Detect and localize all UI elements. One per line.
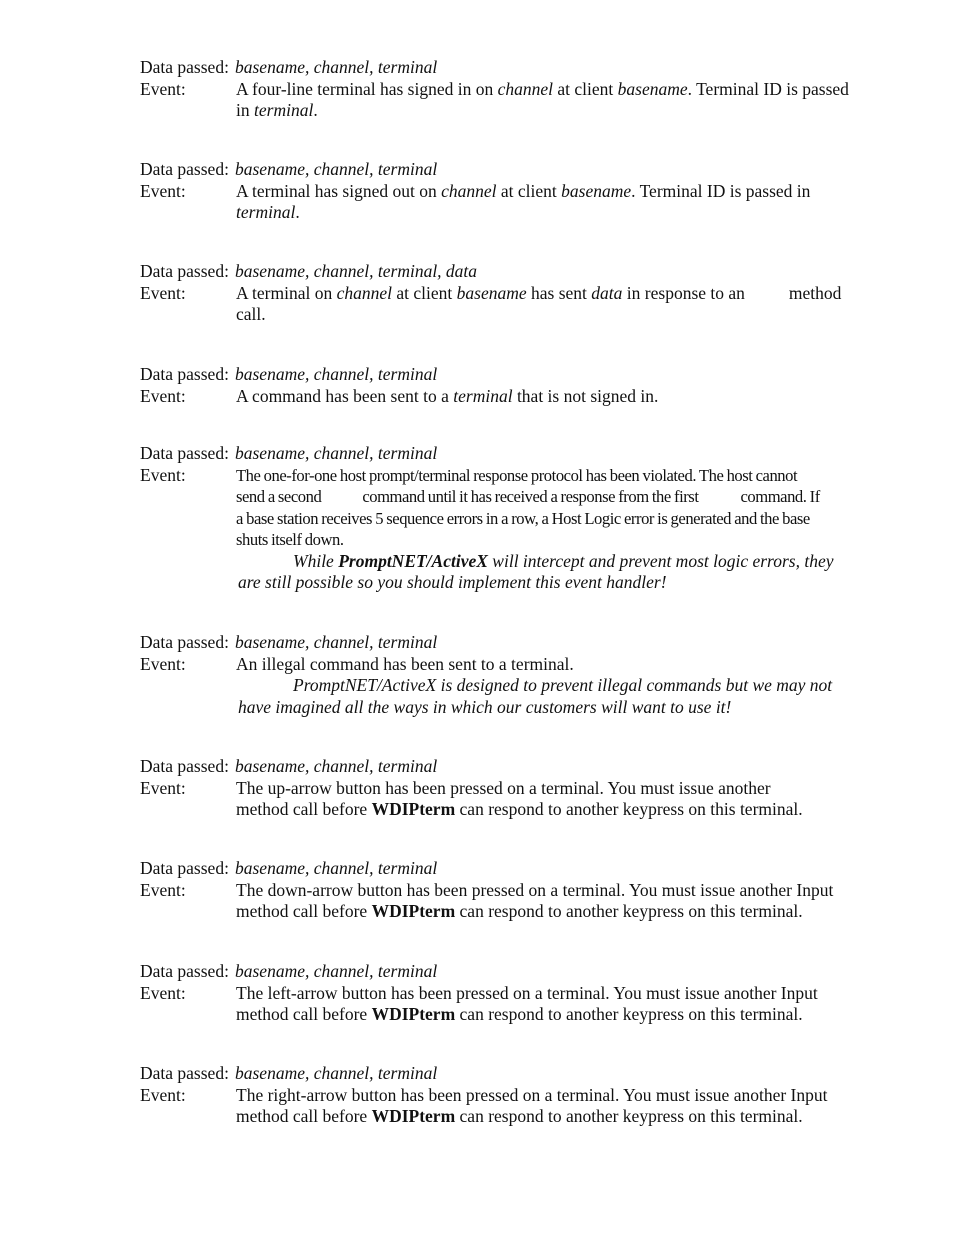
event-description: The left-arrow button has been pressed on a terminal. You must issue another Input method call before WDIPterm can respond to another keypress on this terminal. bbox=[236, 982, 818, 1024]
event-label: Event: bbox=[140, 282, 186, 303]
data-passed-row bbox=[140, 858, 900, 880]
event-row bbox=[140, 465, 900, 594]
data-passed-row bbox=[140, 364, 900, 386]
data-passed-row bbox=[140, 756, 900, 778]
event-label: Event: bbox=[140, 653, 186, 674]
event-entry-not-signed-in bbox=[140, 364, 900, 407]
data-passed-value: basename, channel, terminal, data bbox=[235, 261, 478, 281]
data-passed-row bbox=[140, 443, 900, 465]
data-passed-value: basename, channel, terminal bbox=[235, 632, 438, 652]
event-entry-sequence-error bbox=[140, 443, 900, 594]
data-passed-value: basename, channel, terminal bbox=[235, 858, 438, 878]
event-description: A terminal has signed out on channel at client basename. Terminal ID is passed in terminal. bbox=[236, 180, 811, 222]
event-description: A command has been sent to a terminal that is not signed in. bbox=[236, 385, 659, 406]
data-passed-row bbox=[140, 961, 900, 983]
event-label: Event: bbox=[140, 78, 186, 99]
event-description: The up-arrow button has been pressed on a terminal. You must issue another method call before WDIPterm can respond to another keypress on this terminal. bbox=[236, 777, 803, 819]
event-description: The right-arrow button has been pressed on a terminal. You must issue another Input method call before WDIPterm can respond to another keypress on this terminal. bbox=[236, 1084, 828, 1126]
event-row bbox=[140, 983, 900, 1026]
data-passed-row bbox=[140, 1063, 900, 1085]
data-passed-row bbox=[140, 159, 900, 181]
event-row bbox=[140, 283, 900, 326]
event-label: Event: bbox=[140, 1084, 186, 1105]
event-label: Event: bbox=[140, 982, 186, 1003]
data-passed-value: basename, channel, terminal bbox=[235, 443, 438, 463]
event-description: A terminal on channel at client basename has sent data in response to an method call. bbox=[236, 282, 842, 324]
data-passed-label: Data passed: bbox=[140, 443, 229, 463]
data-passed-row bbox=[140, 57, 900, 79]
event-row bbox=[140, 386, 900, 408]
data-passed-value: basename, channel, terminal bbox=[235, 756, 438, 776]
event-entry-sign-in bbox=[140, 57, 900, 122]
data-passed-label: Data passed: bbox=[140, 364, 229, 384]
event-entry-up-arrow bbox=[140, 756, 900, 821]
data-passed-label: Data passed: bbox=[140, 1063, 229, 1083]
warning-note: While PromptNET/ActiveX will intercept and prevent most logic errors, they bbox=[293, 550, 834, 571]
event-label: Event: bbox=[140, 464, 186, 485]
info-note: PromptNET/ActiveX is designed to prevent illegal commands but we may not bbox=[293, 675, 833, 695]
event-label: Event: bbox=[140, 777, 186, 798]
event-entry-right-arrow bbox=[140, 1063, 900, 1128]
event-row bbox=[140, 880, 900, 923]
event-row bbox=[140, 181, 900, 224]
data-passed-value: basename, channel, terminal bbox=[235, 1063, 438, 1083]
data-passed-label: Data passed: bbox=[140, 57, 229, 77]
data-passed-label: Data passed: bbox=[140, 159, 229, 179]
event-entry-data-response bbox=[140, 261, 900, 326]
event-description: A four-line terminal has signed in on channel at client basename. Terminal ID is passed in terminal. bbox=[236, 78, 849, 120]
event-entry-left-arrow bbox=[140, 961, 900, 1026]
event-description: The down-arrow button has been pressed on a terminal. You must issue another Input method call before WDIPterm can respond to another keypress on this terminal. bbox=[236, 879, 834, 921]
data-passed-label: Data passed: bbox=[140, 961, 229, 981]
data-passed-row bbox=[140, 632, 900, 654]
data-passed-value: basename, channel, terminal bbox=[235, 364, 438, 384]
event-label: Event: bbox=[140, 385, 186, 406]
event-label: Event: bbox=[140, 180, 186, 201]
data-passed-value: basename, channel, terminal bbox=[235, 159, 438, 179]
event-entry-down-arrow bbox=[140, 858, 900, 923]
data-passed-value: basename, channel, terminal bbox=[235, 961, 438, 981]
data-passed-label: Data passed: bbox=[140, 261, 229, 281]
event-row bbox=[140, 79, 900, 122]
event-description: An illegal command has been sent to a terminal. PromptNET/ActiveX is designed to prevent illegal commands but we may not have imagined all the ways in which our customers will want to use it! bbox=[236, 654, 900, 719]
event-row bbox=[140, 1085, 900, 1128]
event-row bbox=[140, 654, 900, 719]
data-passed-label: Data passed: bbox=[140, 632, 229, 652]
data-passed-value: basename, channel, terminal bbox=[235, 57, 438, 77]
event-description: The one-for-one host prompt/terminal response protocol has been violated. The host cannot send a second command until it has received a response from the first command. If a base station receives 5 sequence errors in a row, a Host Logic error is generated and the base shuts itself down. While PromptNET/ActiveX will intercept and prevent most logic errors, they are still possible so you should implement this event handler! bbox=[236, 465, 900, 594]
event-entry-sign-out bbox=[140, 159, 900, 224]
data-passed-label: Data passed: bbox=[140, 756, 229, 776]
event-label: Event: bbox=[140, 879, 186, 900]
event-entry-illegal-command bbox=[140, 632, 900, 718]
data-passed-label: Data passed: bbox=[140, 858, 229, 878]
data-passed-row bbox=[140, 261, 900, 283]
event-row bbox=[140, 778, 900, 821]
